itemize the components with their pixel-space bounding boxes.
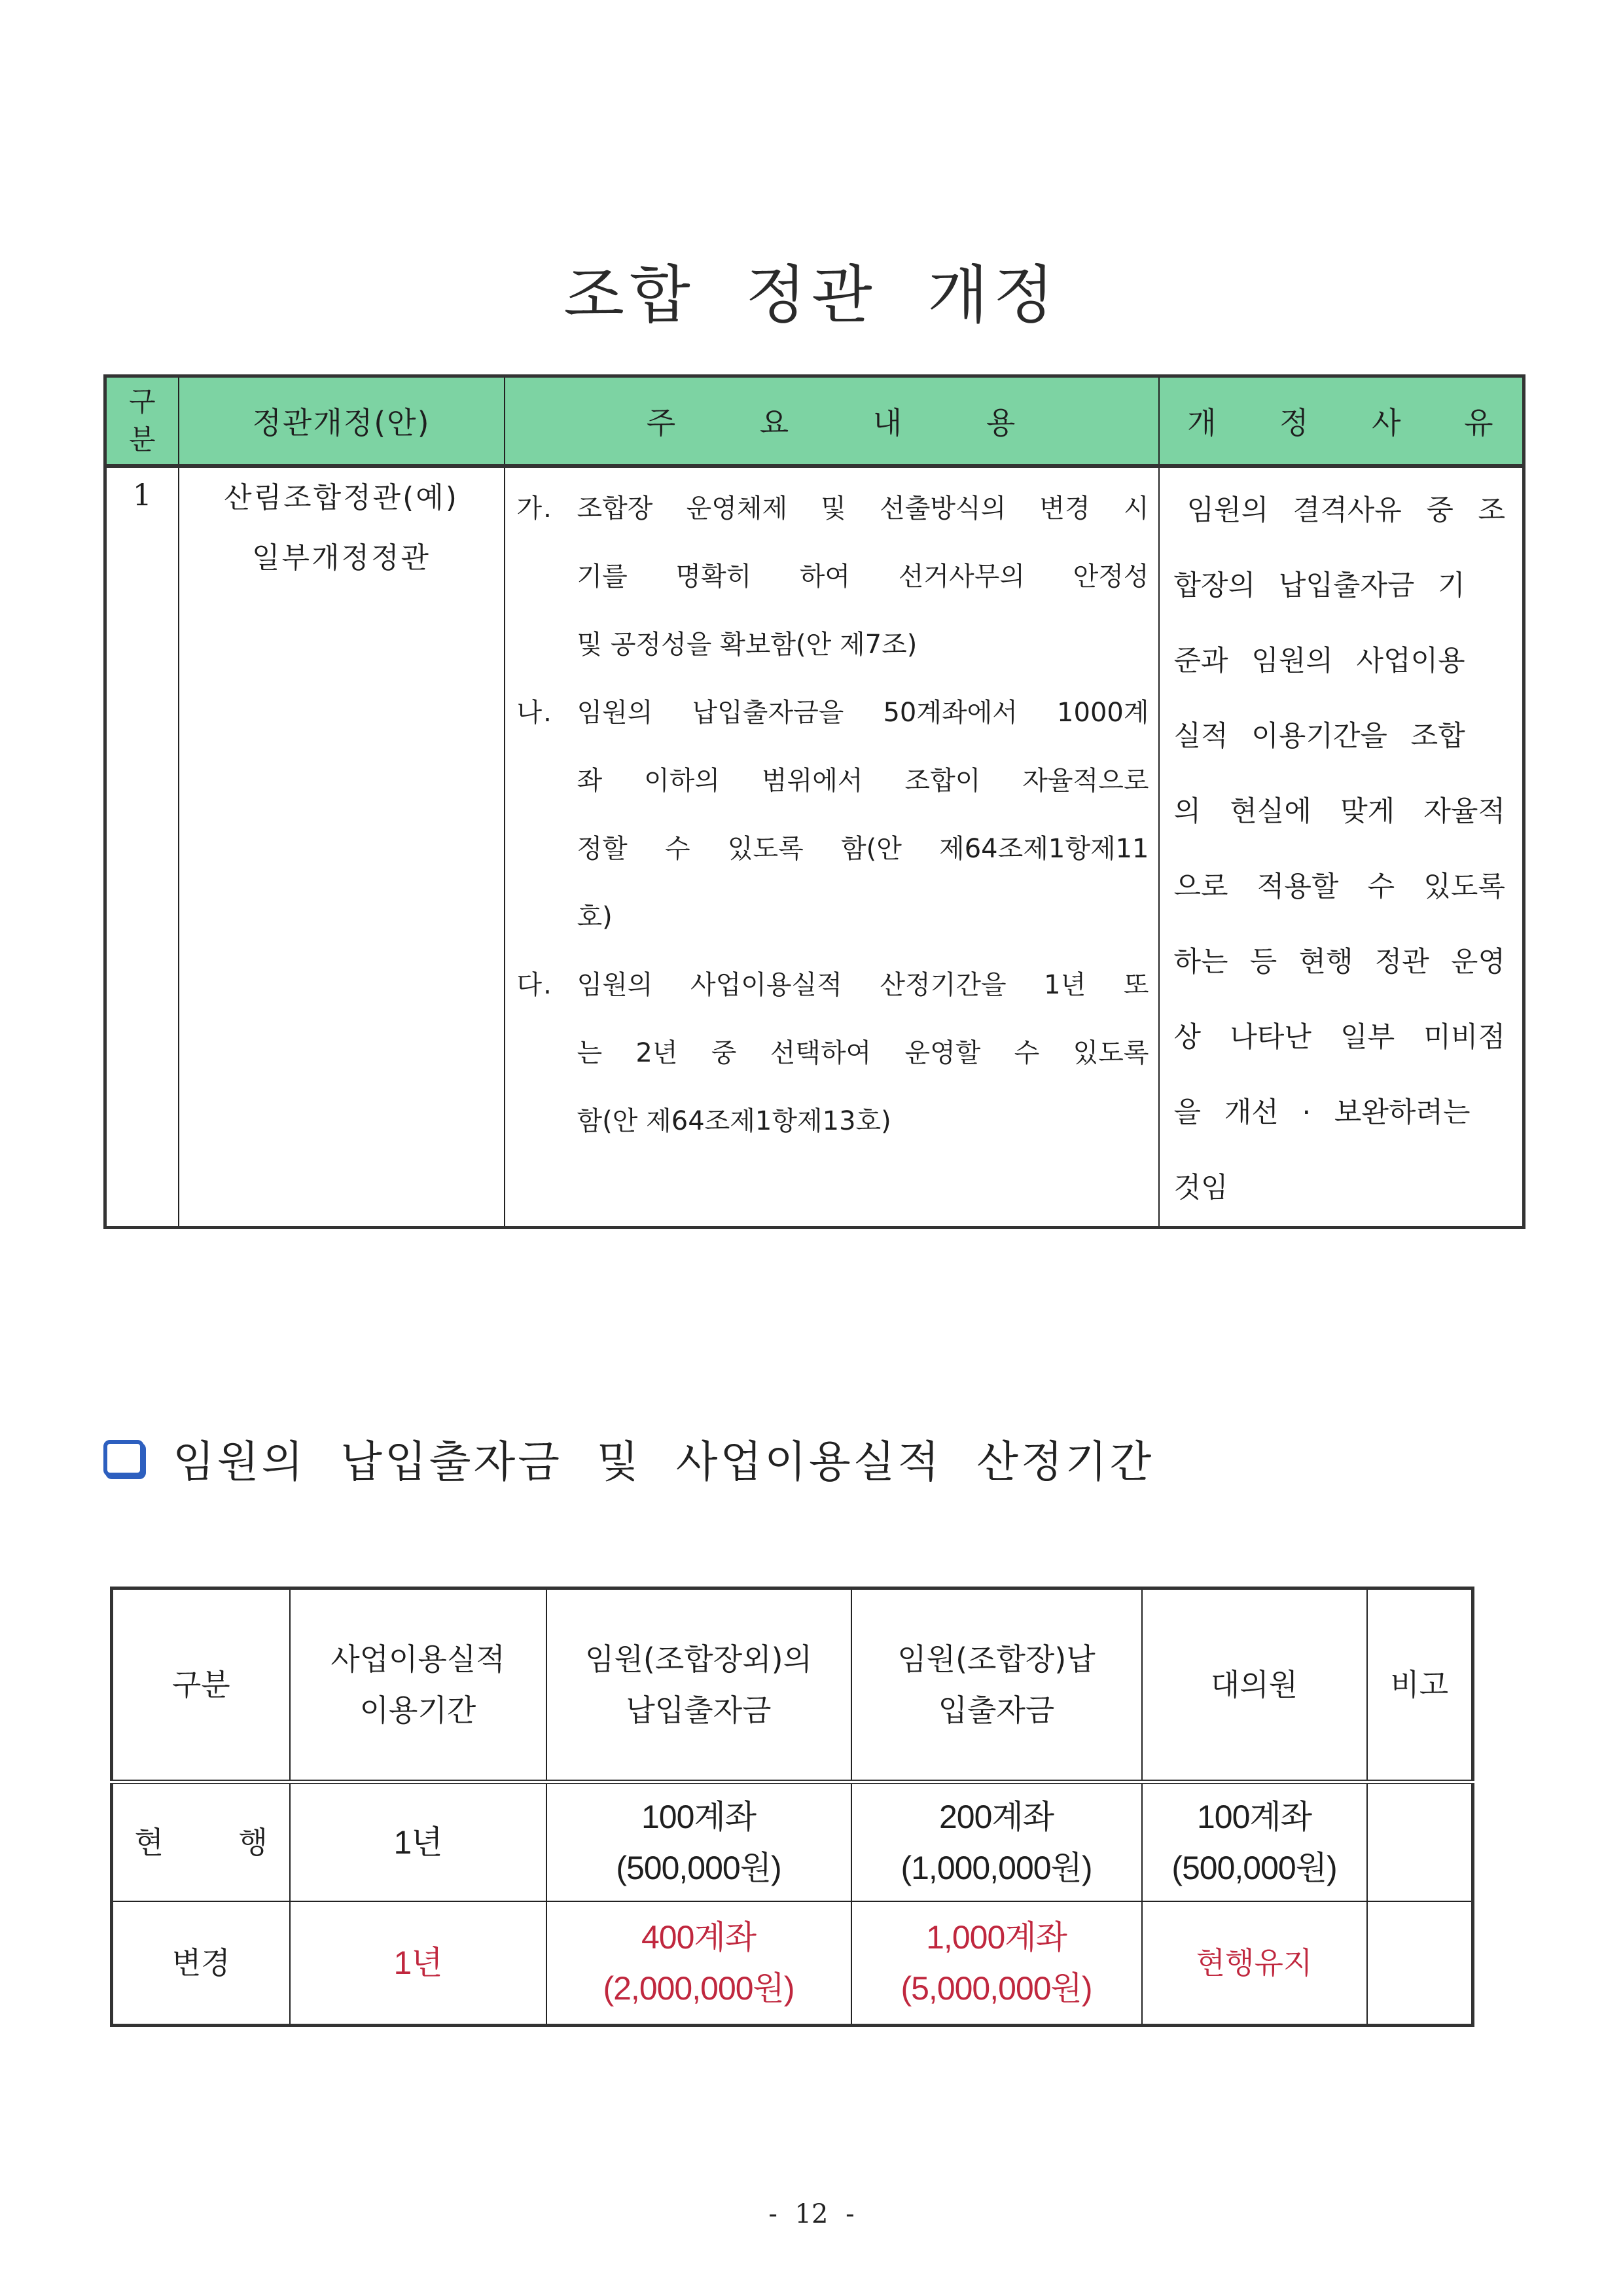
content-item-na	[517, 679, 1149, 951]
header-draft: 정관개정(안)	[179, 376, 505, 467]
section-heading	[103, 1427, 1154, 1489]
table-row-changed	[112, 1901, 1473, 2026]
content-item-ga	[517, 475, 1149, 679]
row-number: 1	[105, 466, 179, 1228]
reason-line: 임원의 결격사유 중 조	[1186, 494, 1505, 527]
cell-accounts: 100계좌	[641, 1799, 757, 1835]
item-line: 호)	[577, 902, 613, 932]
header-delegate	[1142, 1588, 1367, 1782]
cell-accounts: 400계좌	[641, 1919, 757, 1956]
cell-officer-other	[546, 1901, 851, 2026]
cell-amount: (5,000,000원)	[901, 1970, 1092, 2007]
reason-line: 합장의 납입출자금 기	[1173, 569, 1465, 602]
table-row	[105, 466, 1524, 1228]
reason-line: 것임	[1173, 1172, 1228, 1204]
row-reason	[1159, 466, 1524, 1228]
cell-amount: (1,000,000원)	[901, 1850, 1092, 1886]
header-gubun-top: 구	[128, 386, 156, 418]
row-label: 변경	[112, 1901, 290, 2026]
cell-amount: (2,000,000원)	[603, 1970, 794, 2007]
reason-line: 의 현실에 맞게 자율적	[1173, 795, 1505, 828]
cell-accounts: 100계좌	[1196, 1799, 1312, 1835]
cell-note	[1367, 1901, 1473, 2026]
item-line: 좌 이하의 범위에서 조합이 자율적으로	[577, 766, 1149, 796]
row-content	[505, 466, 1159, 1228]
row-name	[179, 466, 505, 1228]
header-gubun	[105, 376, 179, 467]
cell-officer-chair	[851, 1782, 1142, 1902]
content-item-da	[517, 951, 1149, 1155]
header-category	[112, 1588, 290, 1782]
table-row-current	[112, 1782, 1473, 1902]
row-period: 1년	[290, 1901, 546, 2026]
page-number: - 12 -	[768, 2199, 855, 2229]
item-line: 조합장 운영체제 및 선출방식의 변경 시	[577, 493, 1149, 524]
item-mark: 가.	[516, 493, 553, 524]
cell-amount: (500,000원)	[1171, 1850, 1337, 1886]
item-line: 정할 수 있도록 함(안 제64조제1항제11	[577, 834, 1149, 864]
cell-accounts: 200계좌	[938, 1799, 1054, 1835]
header-line: 대의원	[1210, 1667, 1298, 1702]
item-line: 는 2년 중 선택하여 운영할 수 있도록	[577, 1038, 1149, 1068]
cell-delegate: 현행유지	[1142, 1901, 1367, 2026]
reason-line: 실적 이용기간을 조합	[1173, 720, 1465, 753]
item-line: 기를 명확히 하여 선거사무의 안정성	[577, 562, 1149, 592]
cell-accounts: 1,000계좌	[926, 1919, 1067, 1956]
header-line: 구분	[171, 1667, 230, 1702]
row-period: 1년	[290, 1782, 546, 1902]
section-heading-text: 임원의 납입출자금 및 사업이용실적 산정기간	[173, 1437, 1154, 1487]
reason-line: 으로 적용할 수 있도록	[1173, 870, 1505, 903]
comparison-table	[110, 1587, 1474, 2027]
header-officer-chair	[851, 1588, 1142, 1782]
header-line: 임원(조합장)납	[897, 1641, 1096, 1677]
item-line: 임원의 사업이용실적 산정기간을 1년 또	[577, 970, 1149, 1000]
item-line: 임원의 납입출자금을 50계좌에서 1000계	[577, 698, 1149, 728]
reason-line: 하는 등 현행 정관 운영	[1173, 946, 1505, 978]
header-reason: 개 정 사 유	[1159, 376, 1524, 467]
reason-line: 준과 임원의 사업이용	[1173, 645, 1465, 677]
item-line: 함(안 제64조제1항제13호)	[577, 1106, 891, 1136]
cell-note	[1367, 1782, 1473, 1902]
page-title: 조합 정관 개정	[563, 259, 1060, 332]
header-line: 비고	[1390, 1667, 1449, 1702]
row-name-line: 산림조합정관(예)	[224, 481, 459, 514]
header-content: 주 요 내 용	[505, 376, 1159, 467]
header-line: 납입출자금	[626, 1693, 772, 1728]
cell-amount: (500,000원)	[616, 1850, 781, 1886]
row-label: 현 행	[112, 1782, 290, 1902]
amendment-table	[103, 374, 1525, 1229]
reason-line: 을 개선 · 보완하려는	[1173, 1096, 1471, 1129]
item-line: 및 공정성을 확보함(안 제7조)	[577, 630, 918, 660]
header-line: 사업이용실적	[330, 1641, 505, 1677]
header-line: 임원(조합장외)의	[585, 1641, 812, 1677]
header-note	[1367, 1588, 1473, 1782]
row-name-line: 일부개정정관	[251, 541, 431, 575]
cell-officer-chair	[851, 1901, 1142, 2026]
reason-line: 상 나타난 일부 미비점	[1173, 1021, 1505, 1054]
header-line: 입출자금	[938, 1693, 1055, 1728]
header-officer-other	[546, 1588, 851, 1782]
header-line: 이용기간	[359, 1693, 476, 1728]
item-mark: 다.	[516, 970, 553, 1000]
cell-delegate	[1142, 1782, 1367, 1902]
checkbox-icon	[103, 1440, 144, 1477]
header-usage-period	[290, 1588, 546, 1782]
amendment-header-row	[105, 376, 1524, 467]
comparison-header-row	[112, 1588, 1473, 1782]
header-gubun-bottom: 분	[128, 423, 156, 456]
cell-officer-other	[546, 1782, 851, 1902]
item-mark: 나.	[516, 698, 553, 728]
